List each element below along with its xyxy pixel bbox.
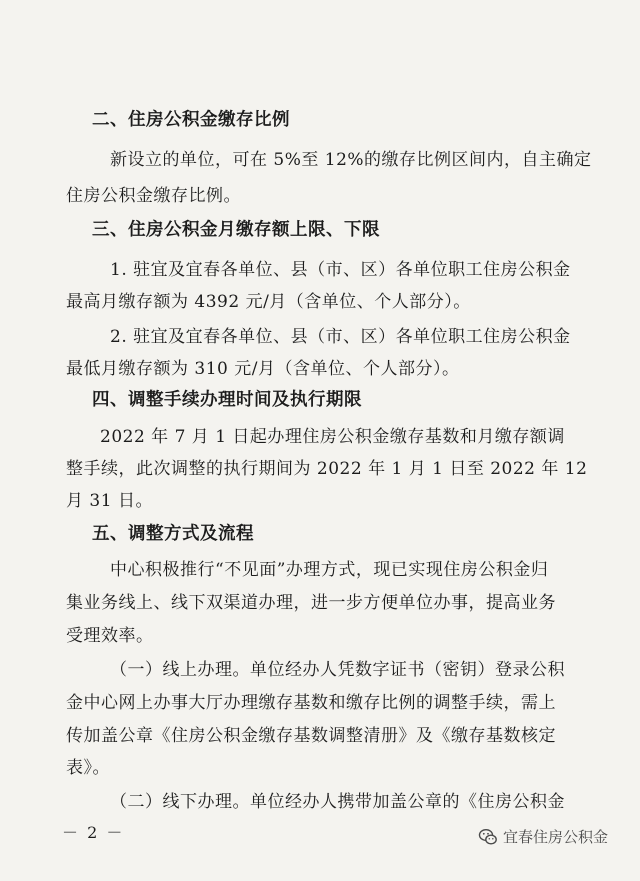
section4-heading: 四、调整手续办理时间及执行期限 <box>92 390 362 410</box>
section3-item1-line: 最高月缴存额为 4392 元/月（含单位、个人部分）。 <box>66 292 471 312</box>
section3-item2-line: 最低月缴存额为 310 元/月（含单位、个人部分）。 <box>66 359 460 379</box>
section5-paragraph2-line: （一）线上办理。单位经办人凭数字证书（密钥）登录公积 <box>110 660 565 680</box>
section5-paragraph1-line: 集业务线上、线下双渠道办理，进一步方便单位办事，提高业务 <box>66 593 556 613</box>
section5-heading: 五、调整方式及流程 <box>92 524 254 544</box>
section5-paragraph2-line: 传加盖公章《住房公积金缴存基数调整清册》及《缴存基数核定 <box>66 726 556 746</box>
section3-item2-line: 2. 驻宜及宜春各单位、县（市、区）各单位职工住房公积金 <box>110 327 571 347</box>
section4-paragraph-line: 月 31 日。 <box>66 491 153 511</box>
watermark-text: 宜春住房公积金 <box>503 828 609 846</box>
section5-paragraph1-line: 受理效率。 <box>66 626 154 646</box>
section4-paragraph-line: 2022 年 7 月 1 日起办理住房公积金缴存基数和月缴存额调 <box>100 427 565 447</box>
section5-paragraph2-line: 金中心网上办事大厅办理缴存基数和缴存比例的调整手续，需上 <box>66 693 556 713</box>
section2-paragraph-line: 新设立的单位，可在 5%至 12%的缴存比例区间内，自主确定 <box>110 150 592 170</box>
section4-paragraph-line: 整手续，此次调整的执行期间为 2022 年 1 月 1 日至 2022 年 12 <box>66 459 588 479</box>
section5-paragraph3-line: （二）线下办理。单位经办人携带加盖公章的《住房公积金 <box>110 792 565 812</box>
section3-heading: 三、住房公积金月缴存额上限、下限 <box>92 220 380 240</box>
section5-paragraph2-line: 表》。 <box>66 758 110 778</box>
section2-paragraph-line: 住房公积金缴存比例。 <box>66 186 241 206</box>
watermark <box>478 826 608 847</box>
page-number: － 2 － <box>62 823 125 842</box>
section3-item1-line: 1. 驻宜及宜春各单位、县（市、区）各单位职工住房公积金 <box>110 260 571 280</box>
section2-heading: 二、住房公积金缴存比例 <box>92 110 290 130</box>
section5-paragraph1-line: 中心积极推行“不见面”办理方式，现已实现住房公积金归 <box>110 560 549 580</box>
wechat-icon <box>478 827 498 847</box>
